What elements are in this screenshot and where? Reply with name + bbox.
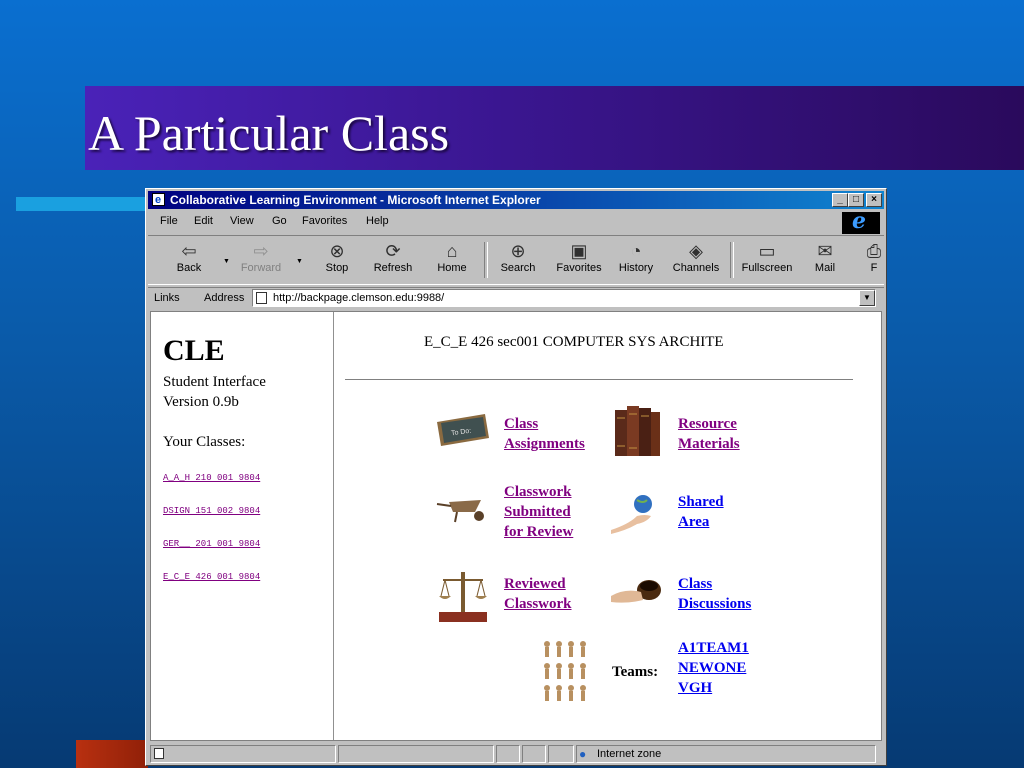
fullscreen-icon: ▭	[758, 241, 776, 261]
page-status-icon	[154, 748, 164, 759]
shared-area-link[interactable]: Shared Area	[678, 494, 724, 530]
forward-arrow-icon: ⇨	[253, 241, 269, 261]
internet-zone-label: Internet zone	[597, 748, 662, 760]
classwork-submitted-link[interactable]: Classwork Submitted for Review	[504, 484, 574, 540]
menu-bar	[148, 208, 884, 234]
slide-title: A Particular Class	[88, 105, 450, 161]
forward-button[interactable]: ⇨ Forward	[236, 240, 286, 282]
class-link-ger[interactable]: GER__ 201 001 9804	[163, 539, 261, 549]
class-link-ece[interactable]: E_C_E 426 001 9804	[163, 572, 261, 582]
team-link[interactable]: A1TEAM1	[678, 640, 749, 656]
page-icon	[256, 292, 267, 304]
status-pane	[338, 745, 494, 763]
menu-favorites[interactable]: Favorites	[302, 215, 348, 227]
teams-list	[678, 638, 749, 698]
search-button[interactable]: ⊕ Search	[496, 240, 540, 282]
team-link[interactable]: NEWONE	[678, 660, 747, 676]
history-icon: ◔	[630, 241, 642, 261]
status-pane	[496, 745, 520, 763]
address-input[interactable]	[252, 289, 876, 307]
refresh-button[interactable]: ⟳ Refresh	[370, 240, 416, 282]
class-assignments-link[interactable]: Class Assignments	[504, 416, 585, 452]
scales-icon	[435, 566, 491, 624]
course-title: E_C_E 426 sec001 COMPUTER SYS ARCHITE	[424, 334, 724, 350]
mail-button[interactable]: ✉ Mail	[808, 240, 842, 282]
back-arrow-icon: ⇦	[181, 241, 197, 261]
print-icon: ⎙	[866, 241, 882, 261]
history-button[interactable]: ◔ History	[614, 240, 658, 282]
home-icon: ⌂	[446, 241, 458, 261]
window-title-bar[interactable]	[148, 191, 884, 209]
back-button[interactable]: ⇦ Back	[166, 240, 212, 282]
books-icon	[611, 404, 663, 460]
slide-decoration-block	[76, 740, 148, 768]
address-value: http://backpage.clemson.edu:9988/	[273, 292, 445, 304]
channels-button[interactable]: ◈ Channels	[668, 240, 724, 282]
ie-app-icon[interactable]	[152, 193, 165, 206]
refresh-icon: ⟳	[385, 241, 401, 261]
resource-materials-link[interactable]: Resource Materials	[678, 416, 740, 452]
back-dropdown-icon[interactable]: ▼	[223, 258, 230, 265]
team-link[interactable]: VGH	[678, 680, 713, 696]
toolbar	[148, 235, 884, 285]
stop-button[interactable]: ⊗ Stop	[316, 240, 358, 282]
close-button[interactable]: ×	[866, 193, 882, 207]
favorites-button[interactable]: ▣ Favorites	[552, 240, 606, 282]
toolbar-separator	[484, 242, 488, 278]
toolbar-separator	[730, 242, 734, 278]
home-button[interactable]: ⌂ Home	[432, 240, 472, 282]
channels-satellite-icon: ◈	[689, 241, 703, 261]
forward-dropdown-icon[interactable]: ▼	[296, 258, 303, 265]
wheelbarrow-icon	[435, 494, 491, 524]
coffee-hand-icon	[609, 574, 665, 608]
divider	[345, 379, 853, 380]
page-content	[150, 311, 882, 741]
student-interface-label: Student Interface	[163, 374, 266, 390]
menu-edit[interactable]: Edit	[194, 215, 213, 227]
status-pane	[548, 745, 574, 763]
hand-globe-icon	[609, 492, 663, 534]
mail-icon: ✉	[817, 241, 833, 261]
left-frame	[151, 312, 334, 740]
chalkboard-icon	[435, 412, 491, 448]
menu-view[interactable]: View	[230, 215, 254, 227]
menu-file[interactable]: File	[160, 215, 178, 227]
team-figures-icon	[539, 638, 595, 708]
stop-icon: ⊗	[329, 241, 345, 261]
class-discussions-link[interactable]: Class Discussions	[678, 576, 752, 612]
menu-help[interactable]: Help	[366, 215, 389, 227]
teams-label: Teams:	[612, 664, 659, 680]
status-message-pane	[150, 745, 336, 763]
your-classes-label: Your Classes:	[163, 434, 246, 450]
search-globe-icon: ⊕	[510, 241, 526, 261]
class-link-dsign[interactable]: DSIGN 151 002 9804	[163, 506, 261, 516]
menu-go[interactable]: Go	[272, 215, 287, 227]
slide-decoration-bar	[16, 197, 148, 211]
ie-logo-icon: e	[842, 212, 880, 234]
minimize-button[interactable]: _	[832, 193, 848, 207]
window-title: Collaborative Learning Environment - Microsoft Internet Explorer	[170, 193, 541, 207]
links-button[interactable]: Links	[154, 292, 180, 304]
internet-globe-icon: ●	[579, 747, 587, 761]
fullscreen-button[interactable]: ▭ Fullscreen	[736, 240, 798, 282]
class-link-aah[interactable]: A_A_H 210 001 9804	[163, 473, 261, 483]
status-bar	[148, 745, 884, 763]
address-dropdown-button[interactable]: ▼	[859, 290, 875, 306]
print-button[interactable]: ⎙ F	[864, 240, 884, 282]
browser-window	[145, 188, 887, 766]
address-bar	[148, 287, 884, 308]
reviewed-classwork-link[interactable]: Reviewed Classwork	[504, 576, 572, 612]
svg-text:To Do:: To Do:	[450, 427, 472, 438]
zone-pane	[576, 745, 876, 763]
version-label: Version 0.9b	[163, 394, 239, 410]
cle-title: CLE	[163, 334, 225, 367]
maximize-button[interactable]: □	[848, 193, 864, 207]
address-label: Address	[204, 292, 245, 304]
status-pane	[522, 745, 546, 763]
favorites-folder-icon: ▣	[570, 241, 588, 261]
